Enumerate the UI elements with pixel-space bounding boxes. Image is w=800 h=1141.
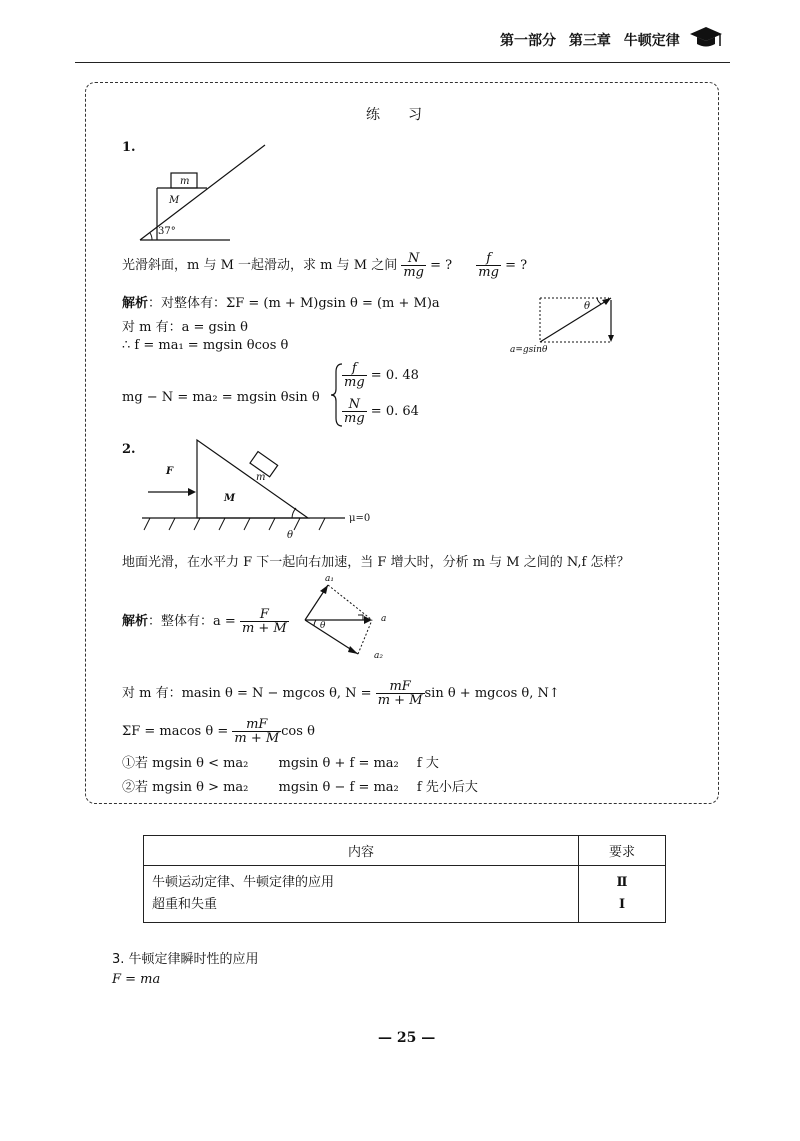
p2-N-frac: $\frac{mF}{m + M}$ [377, 679, 423, 708]
ratio-f-mg: $\frac{f}{mg}$ [478, 251, 499, 280]
running-header [500, 30, 680, 50]
p2-analysis-label: 解析 [122, 614, 149, 629]
exercise-title: 练 习 [366, 107, 422, 123]
p1-analysis-label: 解析 [122, 296, 149, 311]
section-3-heading: 3. 牛顿定律瞬时性的应用 [112, 952, 259, 967]
header-rule [75, 62, 730, 63]
header-title: 牛顿定律 [623, 33, 680, 49]
acceleration-vector-diagram-1 [535, 292, 620, 348]
p2-accel-frac: $\frac{F}{m + M}$ [241, 607, 287, 636]
problem-2-number: 2. [122, 442, 136, 457]
problem-1-number: 1. [122, 140, 136, 155]
fig1-label-m: m [180, 176, 190, 187]
p1-analysis-line4: mg − N = ma₂ = mgsin θsin θ [122, 390, 320, 405]
header-chapter: 第三章 [568, 33, 611, 49]
p2-analysis-line2: 对 m 有：masin θ = N − mgcos θ, N = $\frac{mF}{m + M}$ sin θ + mgcos θ, N↑ [122, 679, 560, 708]
fig2-label-M: M [224, 493, 236, 504]
table-row-content: 牛顿运动定律、牛顿定律的应用 [152, 875, 335, 890]
p1-result-N: $\frac{N}{mg}$ = 0. 64 [344, 397, 419, 426]
p1-result-f: $\frac{f}{mg}$ = 0. 48 [344, 361, 419, 390]
p2-case-2: ②若 mgsin θ > ma₂ mgsin θ − f = ma₂ f 先小后大 [122, 780, 478, 795]
vec2-label-a1: a₁ [325, 574, 334, 584]
fig2-label-theta: θ [287, 530, 294, 541]
acceleration-vector-diagram-2 [300, 580, 380, 660]
fig2-label-F: F [166, 466, 174, 477]
problem-1-question: 光滑斜面，m 与 M 一起滑动，求 m 与 M 之间 $\frac{N}{mg}$ = ? $\frac{f}{mg}$ = ? [122, 251, 528, 280]
table-header-content: 内容 [144, 836, 579, 866]
header-part: 第一部分 [500, 33, 556, 49]
p1-analysis-line3: ∴ f = ma₁ = mgsin θcos θ [122, 338, 289, 353]
table-row-level: Ⅱ [616, 875, 628, 890]
p1-analysis-line1: 解析：对整体有：ΣF = (m + M)gsin θ = (m + M)a [122, 296, 440, 311]
fig1-label-M: M [169, 195, 180, 206]
table-header-row [144, 836, 666, 866]
vec2-label-a: a [381, 614, 387, 624]
fig2-label-mu: μ=0 [349, 513, 371, 524]
ratio-N-mg: $\frac{N}{mg}$ [403, 251, 424, 280]
section-3-formula: F = ma [112, 972, 161, 987]
p2-case-1: ①若 mgsin θ < ma₂ mgsin θ + f = ma₂ f 大 [122, 756, 439, 771]
p2-analysis-line1: 解析：整体有：a = $\frac{F}{m + M}$ [122, 607, 287, 636]
vec2-label-a2: a₂ [374, 651, 383, 661]
requirements-table [143, 835, 666, 923]
table-body-row [144, 866, 666, 923]
fig1-label-angle: 37° [158, 226, 176, 237]
table-row-content: 超重和失重 [152, 897, 218, 912]
fig2-label-m: m [256, 472, 266, 483]
problem-2-question: 地面光滑，在水平力 F 下一起向右加速，当 F 增大时，分析 m 与 M 之间的 N,f 怎样？ [122, 555, 630, 570]
p1-analysis-line2: 对 m 有：a = gsin θ [122, 320, 248, 335]
table-row-level: Ⅰ [618, 897, 626, 912]
page-number: — 25 — [378, 1030, 436, 1046]
incline-diagram-2 [140, 438, 360, 538]
p2-sum-frac: $\frac{mF}{m + M}$ [234, 717, 280, 746]
vec2-label-theta: θ [320, 621, 326, 631]
vec1-label: a=gsinθ [510, 345, 548, 355]
incline-diagram-1 [135, 140, 275, 245]
graduation-cap-icon [688, 24, 724, 50]
vec1-theta: θ [584, 301, 591, 312]
table-header-level: 要求 [579, 836, 666, 866]
p2-analysis-line3: ΣF = macos θ = $\frac{mF}{m + M}$ cos θ [122, 717, 315, 746]
